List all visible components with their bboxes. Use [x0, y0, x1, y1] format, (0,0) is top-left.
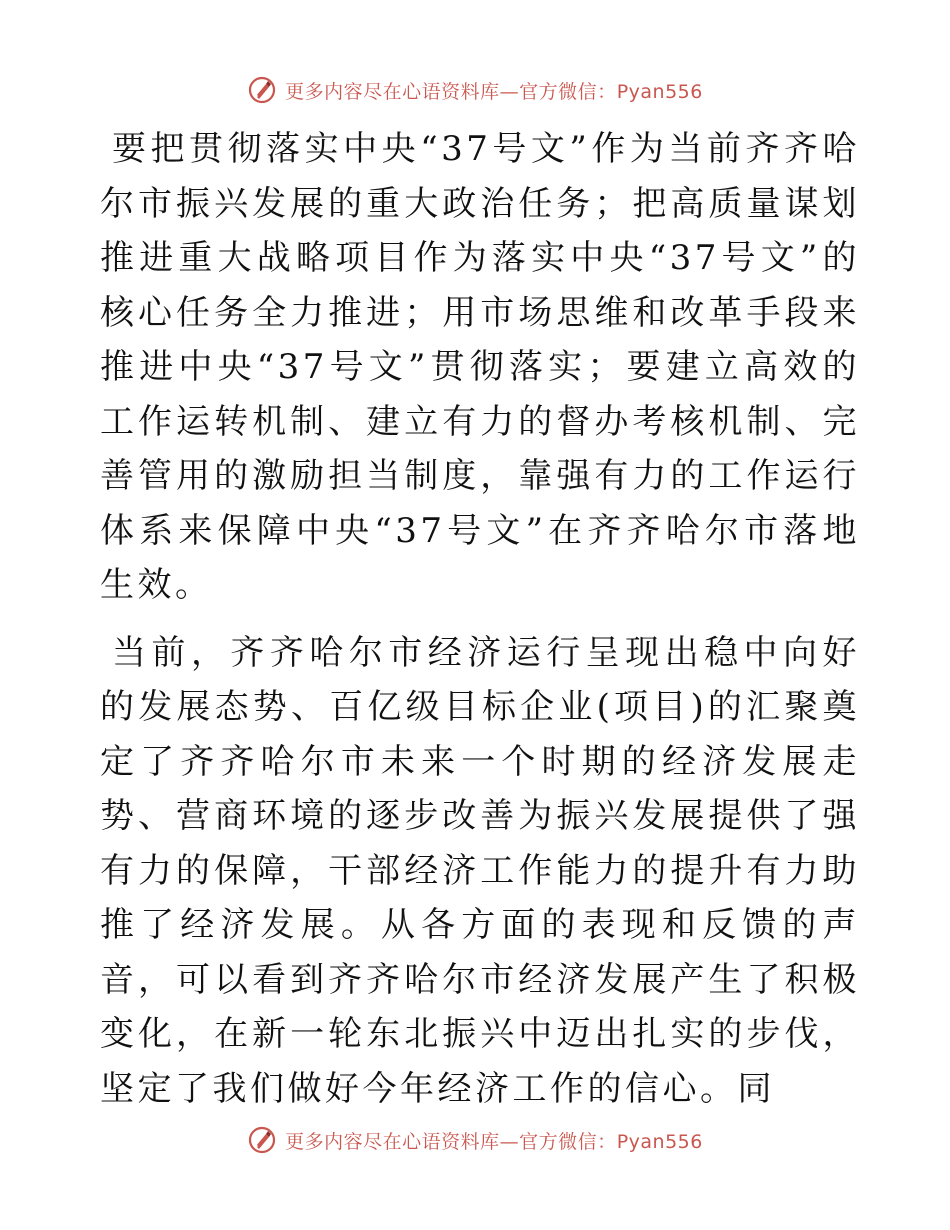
footer-banner-title: 更多内容尽在心语资料库 [285, 1130, 500, 1153]
header-wechat-id: Pyan556 [616, 80, 703, 103]
pen-logo-icon [247, 1125, 277, 1155]
header-wechat-label: 官方微信： [519, 80, 617, 103]
header-banner [0, 70, 950, 110]
footer-wechat-label: 官方微信： [519, 1130, 617, 1153]
header-banner-text [285, 77, 703, 104]
document-body [100, 122, 860, 1116]
footer-banner [0, 1120, 950, 1160]
paragraph-1: 要把贯彻落实中央“37号文”作为当前齐齐哈尔市振兴发展的重大政治任务；把高质量谋划推进重大战略项目作为落实中央“37号文”的核心任务全力推进；用市场思维和改革手段来推进中央“37号文”贯彻落实；要建立高效的工作运转机制、建立有力的督办考核机制、完善管用的激励担当制度，靠强有力的工作运行体系来保障中央“37号文”在齐齐哈尔市落地生效。 [100, 129, 860, 605]
paragraph-2: 当前，齐齐哈尔市经济运行呈现出稳中向好的发展态势、百亿级目标企业(项目)的汇聚奠定了齐齐哈尔市未来一个时期的经济发展走势、营商环境的逐步改善为振兴发展提供了强有力的保障，干部经济工作能力的提升有力助推了经济发展。从各方面的表现和反馈的声音，可以看到齐齐哈尔市经济发展产生了积极变化，在新一轮东北振兴中迈出扎实的步伐，坚定了我们做好今年经济工作的信心。同 [100, 632, 860, 1109]
footer-wechat-id: Pyan556 [616, 1130, 703, 1153]
pen-logo-icon [247, 75, 277, 105]
header-banner-title: 更多内容尽在心语资料库 [285, 80, 500, 103]
footer-banner-text [285, 1127, 703, 1154]
header-banner-separator: — [499, 80, 520, 103]
footer-banner-separator: — [499, 1130, 520, 1153]
